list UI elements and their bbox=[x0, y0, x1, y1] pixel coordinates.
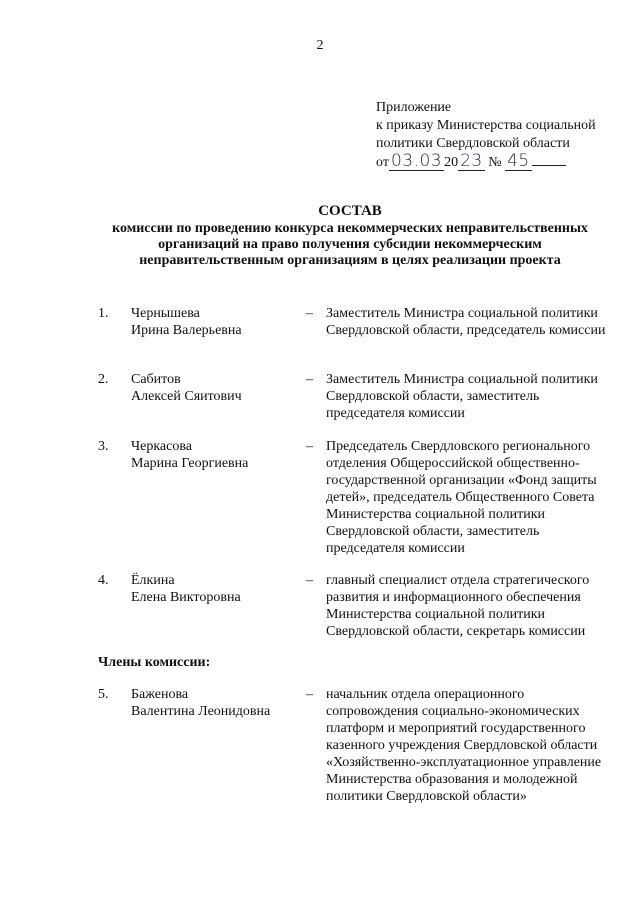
member-name bbox=[131, 371, 301, 405]
title-line-1: комиссии по проведению конкурса некоммерческих неправительственных bbox=[112, 221, 588, 236]
member-role: главный специалист отдела стратегического развития и информационного обеспечения Министерства социальной политики Свердловской области, секретарь комиссии bbox=[326, 573, 590, 639]
member-surname: Баженова bbox=[131, 687, 189, 702]
member-given-name: Марина Георгиевна bbox=[131, 456, 249, 471]
appendix-block bbox=[376, 99, 626, 172]
member-name bbox=[131, 438, 301, 472]
date-prefix: от bbox=[376, 155, 389, 170]
handwritten-year: 23 bbox=[460, 151, 483, 171]
handwritten-number: 45 bbox=[507, 151, 530, 171]
member-surname: Черкасова bbox=[131, 439, 192, 454]
number-blank bbox=[532, 153, 566, 166]
date-field bbox=[389, 151, 444, 171]
member-surname: Ёлкина bbox=[131, 573, 175, 588]
member-role: Заместитель Министра социальной политики Свердловской области, председатель комиссии bbox=[326, 306, 606, 338]
member-number: 2. bbox=[98, 372, 109, 387]
member-number: 4. bbox=[98, 573, 109, 588]
member-given-name: Алексей Сяитович bbox=[131, 389, 242, 404]
member-dash: – bbox=[306, 306, 313, 321]
number-prefix: № bbox=[488, 155, 502, 170]
year-prefix: 20 bbox=[444, 155, 459, 170]
member-surname: Чернышева bbox=[131, 306, 200, 321]
title-main: СОСТАВ bbox=[318, 203, 382, 219]
appendix-date-line bbox=[376, 153, 626, 172]
year-field bbox=[458, 151, 485, 171]
page-number: 2 bbox=[316, 38, 324, 53]
member-name bbox=[131, 686, 301, 720]
member-given-name: Елена Викторовна bbox=[131, 590, 241, 605]
member-dash: – bbox=[306, 687, 313, 702]
appendix-reference: к приказу Министерства социальной bbox=[376, 118, 596, 133]
member-name bbox=[131, 305, 301, 339]
member-given-name: Ирина Валерьевна bbox=[131, 323, 242, 338]
member-number: 3. bbox=[98, 439, 109, 454]
number-field bbox=[505, 151, 532, 171]
member-dash: – bbox=[306, 372, 313, 387]
appendix-title: Приложение bbox=[376, 100, 452, 115]
member-dash: – bbox=[306, 573, 313, 588]
handwritten-date: 03.03 bbox=[390, 151, 443, 171]
member-role: Председатель Свердловского регионального отделения Общероссийской общественно-государственной организации «Фонд защиты детей», председатель Общественного Совета Министерства социальной политики Свердловской области, заместитель председателя комиссии bbox=[326, 439, 597, 556]
members-heading: Члены комиссии: bbox=[98, 655, 211, 670]
member-role: начальник отдела операционного сопровождения социально-экономических платформ и мероприятий государственного казенного учреждения Свердловской области «Хозяйственно-эксплуатационное управление Министерства образования и молодежной политики Свердловской области» bbox=[326, 687, 602, 804]
member-dash: – bbox=[306, 439, 313, 454]
member-role: Заместитель Министра социальной политики Свердловской области, заместитель председателя комиссии bbox=[326, 372, 598, 421]
member-number: 5. bbox=[98, 687, 109, 702]
appendix-ministry: политики Свердловской области bbox=[376, 136, 570, 151]
title-line-3: неправительственным организациям в целях реализации проекта bbox=[139, 253, 561, 268]
member-name bbox=[131, 572, 301, 606]
member-surname: Сабитов bbox=[131, 372, 181, 387]
title-line-2: организаций на право получения субсидии некоммерческим bbox=[158, 237, 542, 252]
member-given-name: Валентина Леонидовна bbox=[131, 704, 271, 719]
member-number: 1. bbox=[98, 306, 109, 321]
document-title bbox=[60, 203, 640, 269]
